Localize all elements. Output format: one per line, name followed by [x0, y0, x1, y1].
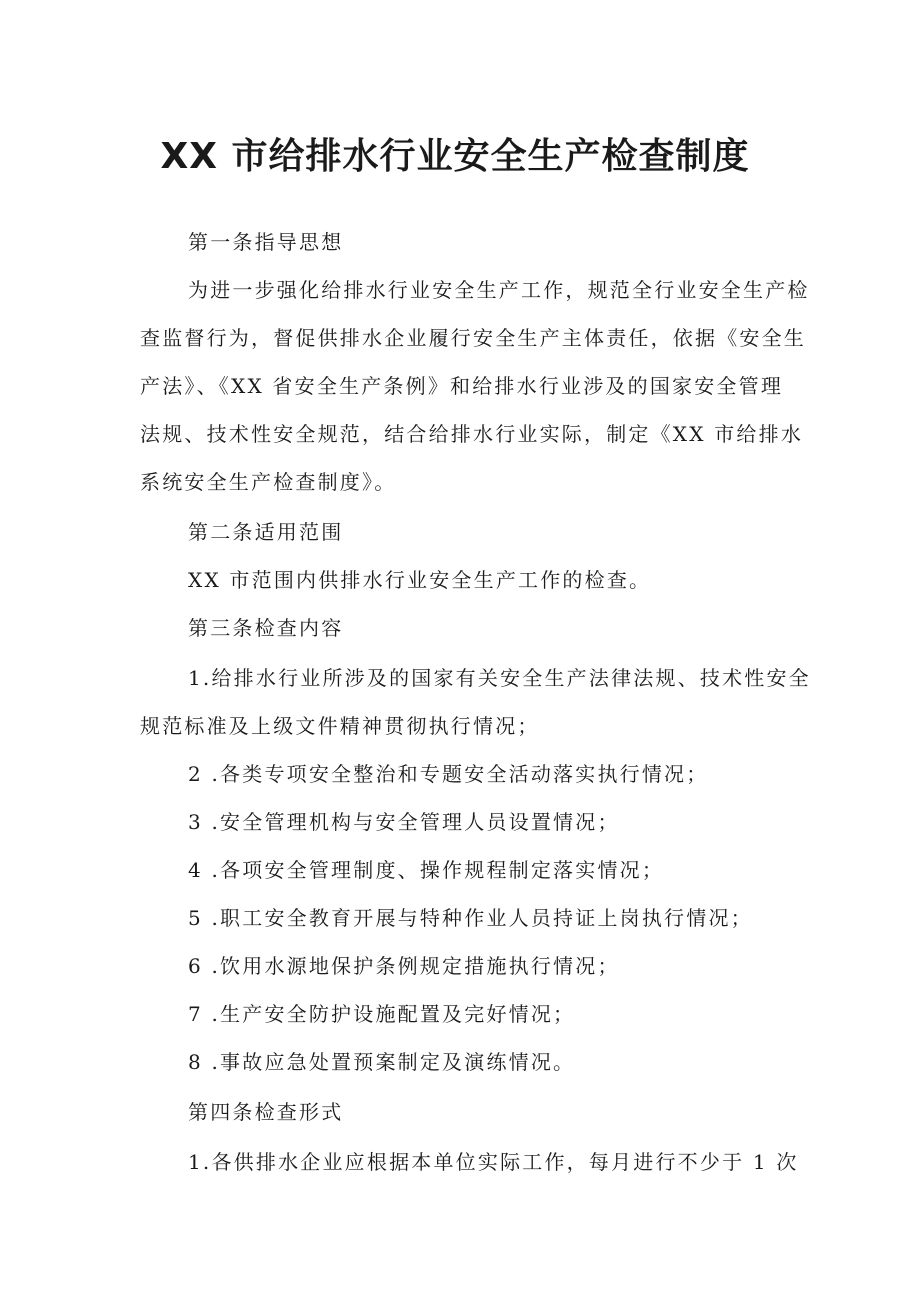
article-1-line-5: 系统安全生产检查制度》。 [140, 470, 397, 494]
article-3-item-8: 8 .事故应急处置预案制定及演练情况。 [188, 1050, 576, 1074]
article-3-item-4: 4 .各项安全管理制度、操作规程制定落实情况； [188, 858, 665, 882]
page-title: XX 市给排水行业安全生产检查制度 [160, 136, 750, 177]
article-1-line-2: 查监督行为，督促供排水企业履行安全生产主体责任，依据《安全生 [140, 326, 806, 350]
article-1-line-3: 产法》、《XX 省安全生产条例》和给排水行业涉及的国家安全管理 [140, 374, 784, 398]
article-4-heading: 第四条检查形式 [188, 1100, 344, 1124]
article-3-item-2: 2 .各类专项安全整治和专题安全活动落实执行情况； [188, 762, 709, 786]
article-3-item-1-line-2: 规范标准及上级文件精神贯彻执行情况； [140, 714, 540, 738]
article-2-heading: 第二条适用范围 [188, 520, 344, 544]
article-3-item-5: 5 .职工安全教育开展与特种作业人员持证上岗执行情况； [188, 906, 753, 930]
article-3-item-7: 7 .生产安全防护设施配置及完好情况； [188, 1002, 576, 1026]
article-2-text: XX 市范围内供排水行业安全生产工作的检查。 [188, 568, 652, 592]
article-3-heading: 第三条检查内容 [188, 616, 344, 640]
article-4-item-1-line-1: 1.各供排水企业应根据本单位实际工作，每月进行不少于 1 次 [188, 1150, 799, 1174]
article-3-item-6: 6 .饮用水源地保护条例规定措施执行情况； [188, 954, 620, 978]
article-1-line-4: 法规、技术性安全规范，结合给排水行业实际，制定《XX 市给排水 [140, 422, 804, 446]
article-3-item-3: 3 .安全管理机构与安全管理人员设置情况； [188, 810, 620, 834]
article-1-heading: 第一条指导思想 [188, 230, 344, 254]
article-1-line-1: 为进一步强化给排水行业安全生产工作，规范全行业安全生产检 [188, 278, 810, 302]
article-3-item-1-line-1: 1.给排水行业所涉及的国家有关安全生产法律法规、技术性安全 [188, 666, 811, 690]
